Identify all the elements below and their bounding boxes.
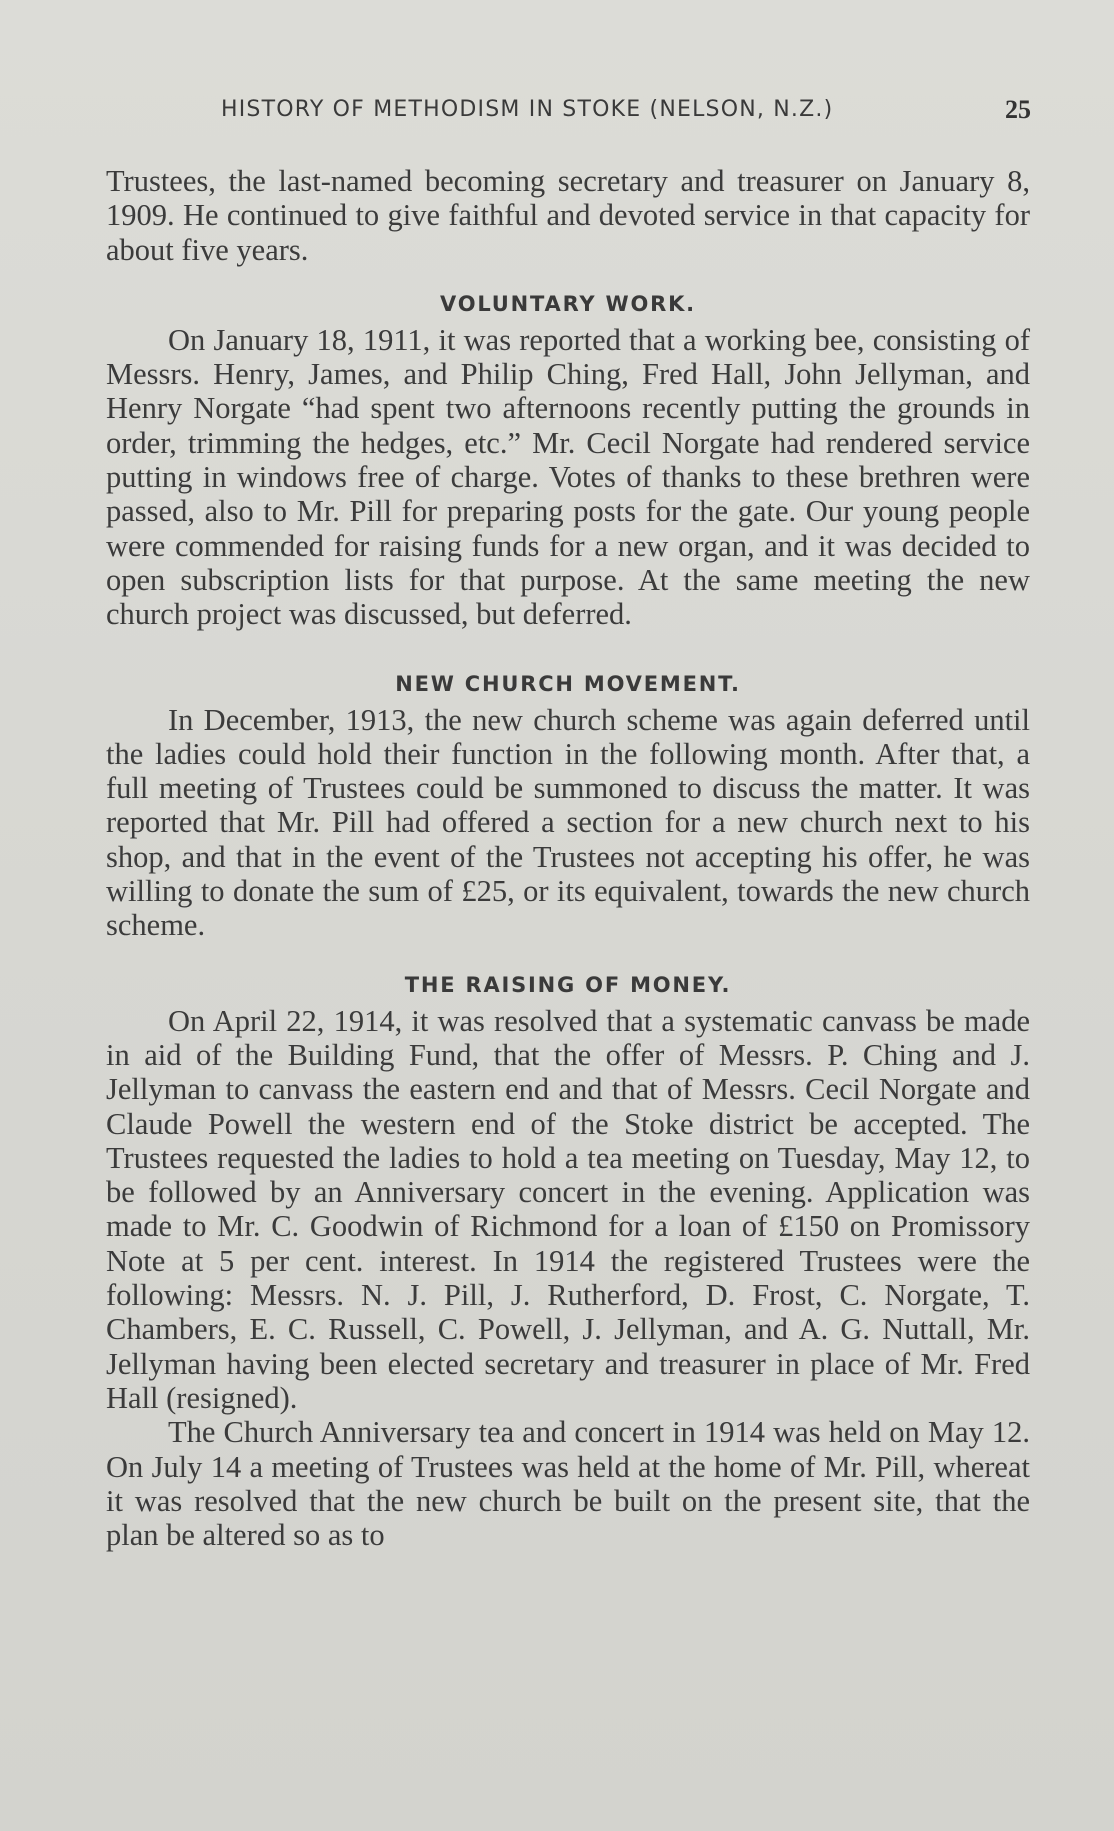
running-head: HISTORY OF METHODISM IN STOKE (NELSON, N.Z.)	[221, 97, 834, 122]
paragraph-church-anniversary: The Church Anniversary tea and concert in 1914 was held on May 12. On July 14 a meeting of Trustees was held at the home of Mr. Pill, whereat it was resolved that the new church be built on the present site, that the plan be altered so as to	[106, 1415, 1030, 1553]
page-number: 25	[1005, 95, 1031, 124]
section-heading-raising-of-money: THE RAISING OF MONEY.	[404, 972, 732, 997]
page-header	[106, 97, 1031, 129]
section-heading-new-church-movement: NEW CHURCH MOVEMENT.	[395, 671, 741, 696]
opening-paragraph: Trustees, the last-named becoming secretary and treasurer on January 8, 1909. He continued to give faithful and devoted service in that capacity for about five years.	[106, 164, 1030, 267]
paragraph-raising-of-money: On April 22, 1914, it was resolved that a systematic canvass be made in aid of the Building Fund, that the offer of Messrs. P. Ching and J. Jellyman to canvass the eastern end and that of Messrs. Cecil Norgate and Claude Powell the western end of the Stoke district be accepted. The Trustees requested the ladies to hold a tea meeting on Tuesday, May 12, to be followed by an Anniversary concert in the evening. Application was made to Mr. C. Goodwin of Richmond for a loan of £150 on Promissory Note at 5 per cent. interest. In 1914 the registered Trustees were the following: Messrs. N. J. Pill, J. Rutherford, D. Frost, C. Norgate, T. Chambers, E. C. Russell, C. Powell, J. Jellyman, and A. G. Nuttall, Mr. Jellyman having been elected secretary and treasurer in place of Mr. Fred Hall (resigned).	[106, 1003, 1030, 1415]
paragraph-new-church-movement: In December, 1913, the new church scheme was again deferred until the ladies could hold their function in the following month. After that, a full meeting of Trustees could be summoned to discuss the matter. It was reported that Mr. Pill had offered a section for a new church next to his shop, and that in the event of the Trustees not accepting his offer, he was willing to donate the sum of £25, or its equivalent, towards the new church scheme.	[106, 702, 1030, 943]
paragraph-voluntary-work: On January 18, 1911, it was reported that a working bee, consisting of Messrs. Henry, James, and Philip Ching, Fred Hall, John Jellyman, and Henry Norgate “had spent two afternoons recently putting the grounds in order, trimming the hedges, etc.” Mr. Cecil Norgate had rendered service putting in windows free of charge. Votes of thanks to these brethren were passed, also to Mr. Pill for preparing posts for the gate. Our young people were commended for raising funds for a new organ, and it was decided to open subscription lists for that purpose. At the same meeting the new church project was discussed, but deferred.	[106, 322, 1030, 632]
page-body	[106, 164, 1030, 1552]
section-heading-voluntary-work: VOLUNTARY WORK.	[440, 291, 696, 316]
